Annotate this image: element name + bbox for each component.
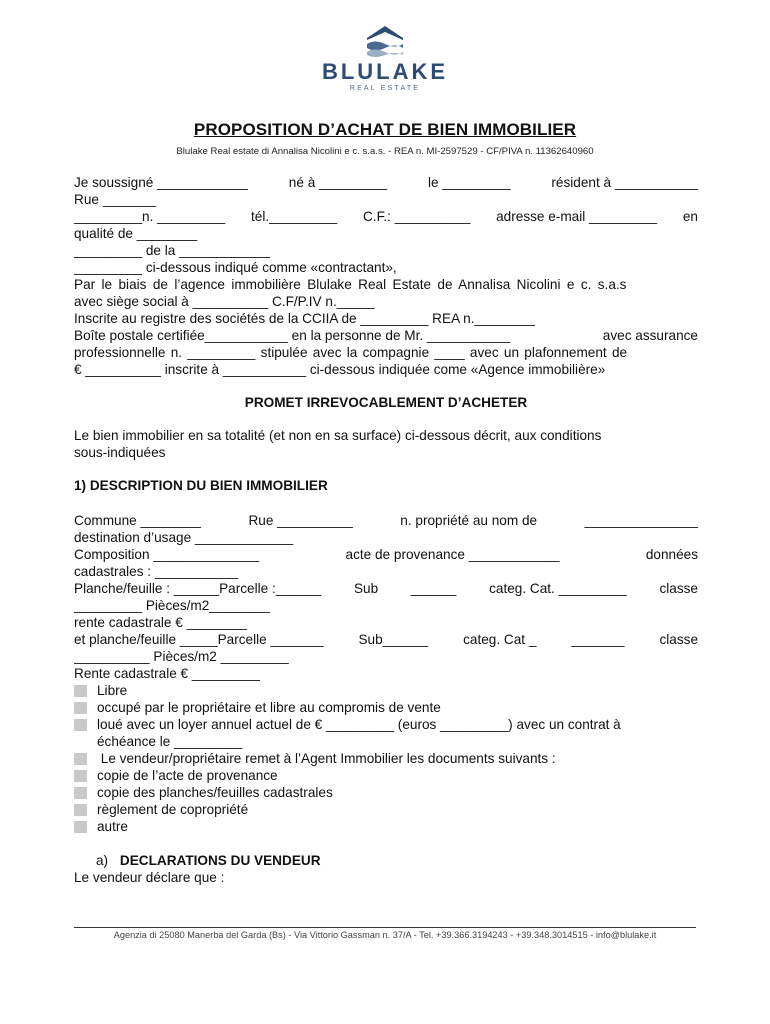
checklist-item-documents: [74, 750, 698, 767]
text-segment: classe: [659, 581, 698, 596]
text-line: _________ Pièces/m2________: [74, 598, 270, 613]
brand-subtitle: REAL ESTATE: [349, 85, 421, 92]
text-segment: Planche/feuille : ______Parcelle :______: [74, 581, 322, 596]
checklist-item-rented: [74, 716, 698, 733]
text-segment: categ. Cat. _________: [489, 581, 627, 596]
text-line: destination d’usage _____________: [74, 530, 294, 545]
text-segment: _______________: [584, 513, 698, 528]
wave-logo-icon: [365, 24, 405, 58]
text-segment: données: [645, 547, 698, 562]
declarations-text: Le vendeur déclare que :: [74, 870, 225, 885]
checkbox[interactable]: [74, 719, 87, 731]
promise-heading: PROMET IRREVOCABLEMENT D’ACHETER: [244, 395, 528, 410]
section-marker: a): [96, 853, 109, 868]
text-line: Rente cadastrale € _________: [74, 666, 260, 681]
checklist-label: loué avec un loyer annuel actuel de € _________ (euros _________) avec un contrat à: [97, 717, 621, 732]
buyer-identity-line: [74, 174, 698, 191]
text-segment: Je soussigné ____________: [74, 175, 248, 190]
checklist-label: échéance le _________: [97, 734, 243, 749]
section-heading-description: 1) DESCRIPTION DU BIEN IMMOBILIER: [74, 478, 328, 493]
text-segment: categ. Cat _: [463, 632, 537, 647]
text-segment: professionnelle n. _________ stipulée avec la compagnie ____ avec un plafonnement de: [74, 345, 628, 360]
certified-mail-line: [74, 327, 698, 344]
checklist-label: autre: [97, 819, 128, 834]
text-segment: Commune ________: [74, 513, 201, 528]
contact-line: [74, 208, 698, 225]
text-segment: résident à ___________: [551, 175, 698, 190]
text-segment: avec assurance: [602, 328, 698, 343]
text-segment: _______: [571, 632, 625, 647]
checklist-continuation: [74, 733, 698, 750]
property-line: [74, 631, 698, 648]
text-segment: Composition ______________: [74, 547, 260, 562]
agency-line: [74, 276, 698, 293]
brand-name: BLULAKE: [321, 59, 449, 84]
checklist-label: copie de l’acte de provenance: [97, 768, 278, 783]
text-segment: Boîte postale certifiée___________ en la personne de Mr. ___________: [74, 328, 511, 343]
text-segment: Sub: [353, 581, 379, 596]
text-segment: classe: [659, 632, 698, 647]
property-line: [74, 546, 698, 563]
checklist-label: copie des planches/feuilles cadastrales: [97, 785, 333, 800]
text-line: _________ de la ____________: [74, 243, 270, 258]
intro-line: Le bien immobilier en sa totalité (et non en sa surface) ci-dessous décrit, aux conditions: [74, 428, 602, 443]
property-line: [74, 512, 698, 529]
text-segment: Rue __________: [248, 513, 353, 528]
text-line: avec siège social à __________ C.F/P.IV n._____: [74, 294, 375, 309]
text-segment: né à _________: [288, 175, 388, 190]
text-line: cadastrales : ___________: [74, 564, 239, 579]
checkbox[interactable]: [74, 770, 87, 782]
footer-contact: Agenzia di 25080 Manerba del Garda (Bs) - Via Vittorio Gassman n. 37/A - Tel. +39.366.3194243 - +39.348.3014515 - info@blulake.it: [113, 930, 657, 940]
text-segment: tél._________: [251, 209, 338, 224]
checklist-item-deed-copy: [74, 767, 698, 784]
checklist-label: occupé par le propriétaire et libre au compromis de vente: [97, 700, 441, 715]
footer-divider: [74, 927, 696, 928]
text-segment: Sub______: [358, 632, 429, 647]
logo: [0, 24, 770, 94]
text-segment: C.F.: __________: [362, 209, 471, 224]
text-segment: acte de provenance ____________: [345, 547, 560, 562]
checkbox[interactable]: [74, 702, 87, 714]
checklist-item-other: [74, 818, 698, 835]
text-segment: le _________: [428, 175, 511, 190]
text-segment: adresse e-mail _________: [496, 209, 658, 224]
intro-line: sous-indiquées: [74, 445, 166, 460]
text-line: € __________ inscrite à ___________ ci-dessous indiquée come «Agence immobilière»: [74, 362, 606, 377]
checklist-label: règlement de copropriété: [97, 802, 249, 817]
checkbox[interactable]: [74, 821, 87, 833]
checklist-item-cadastral-copy: [74, 784, 698, 801]
text-line: qualité de ________: [74, 226, 198, 241]
text-line: _________ ci-dessous indiqué comme «contractant»,: [74, 260, 397, 275]
text-line: Rue _______: [74, 192, 156, 207]
checkbox[interactable]: [74, 753, 87, 765]
checklist-item-regulation: [74, 801, 698, 818]
text-segment: ______: [410, 581, 457, 596]
text-line: rente cadastrale € ________: [74, 615, 248, 630]
checklist-label: Le vendeur/propriétaire remet à l’Agent Immobilier les documents suivants :: [97, 751, 556, 766]
text-segment: _________n. _________: [74, 209, 226, 224]
declarations-heading: [74, 852, 698, 869]
document-title: PROPOSITION D’ACHAT DE BIEN IMMOBILIER: [193, 120, 577, 139]
text-segment: Par le biais de l’agence immobilière Blulake Real Estate de Annalisa Nicolini e c. s.a.s: [74, 277, 627, 292]
insurance-line: [74, 344, 698, 361]
text-segment: et planche/feuille _____Parcelle _______: [74, 632, 324, 647]
text-segment: en: [682, 209, 698, 224]
checklist-label: Libre: [97, 683, 128, 698]
checkbox[interactable]: [74, 804, 87, 816]
text-line: Inscrite au registre des sociétés de la CCIIA de _________ REA n.________: [74, 311, 535, 326]
checklist-item-occupied: [74, 699, 698, 716]
document-body: [74, 174, 698, 886]
text-segment: n. propriété au nom de: [400, 513, 538, 528]
section-heading-declarations: DECLARATIONS DU VENDEUR: [119, 853, 321, 868]
checklist-item-libre: [74, 682, 698, 699]
checkbox[interactable]: [74, 787, 87, 799]
checkbox[interactable]: [74, 685, 87, 697]
property-line: [74, 580, 698, 597]
company-registration: Blulake Real estate di Annalisa Nicolini e c. s.a.s. - REA n. MI-2597529 - CF/PIVA n. 11362640960: [176, 146, 594, 157]
text-line: __________ Pièces/m2 _________: [74, 649, 289, 664]
